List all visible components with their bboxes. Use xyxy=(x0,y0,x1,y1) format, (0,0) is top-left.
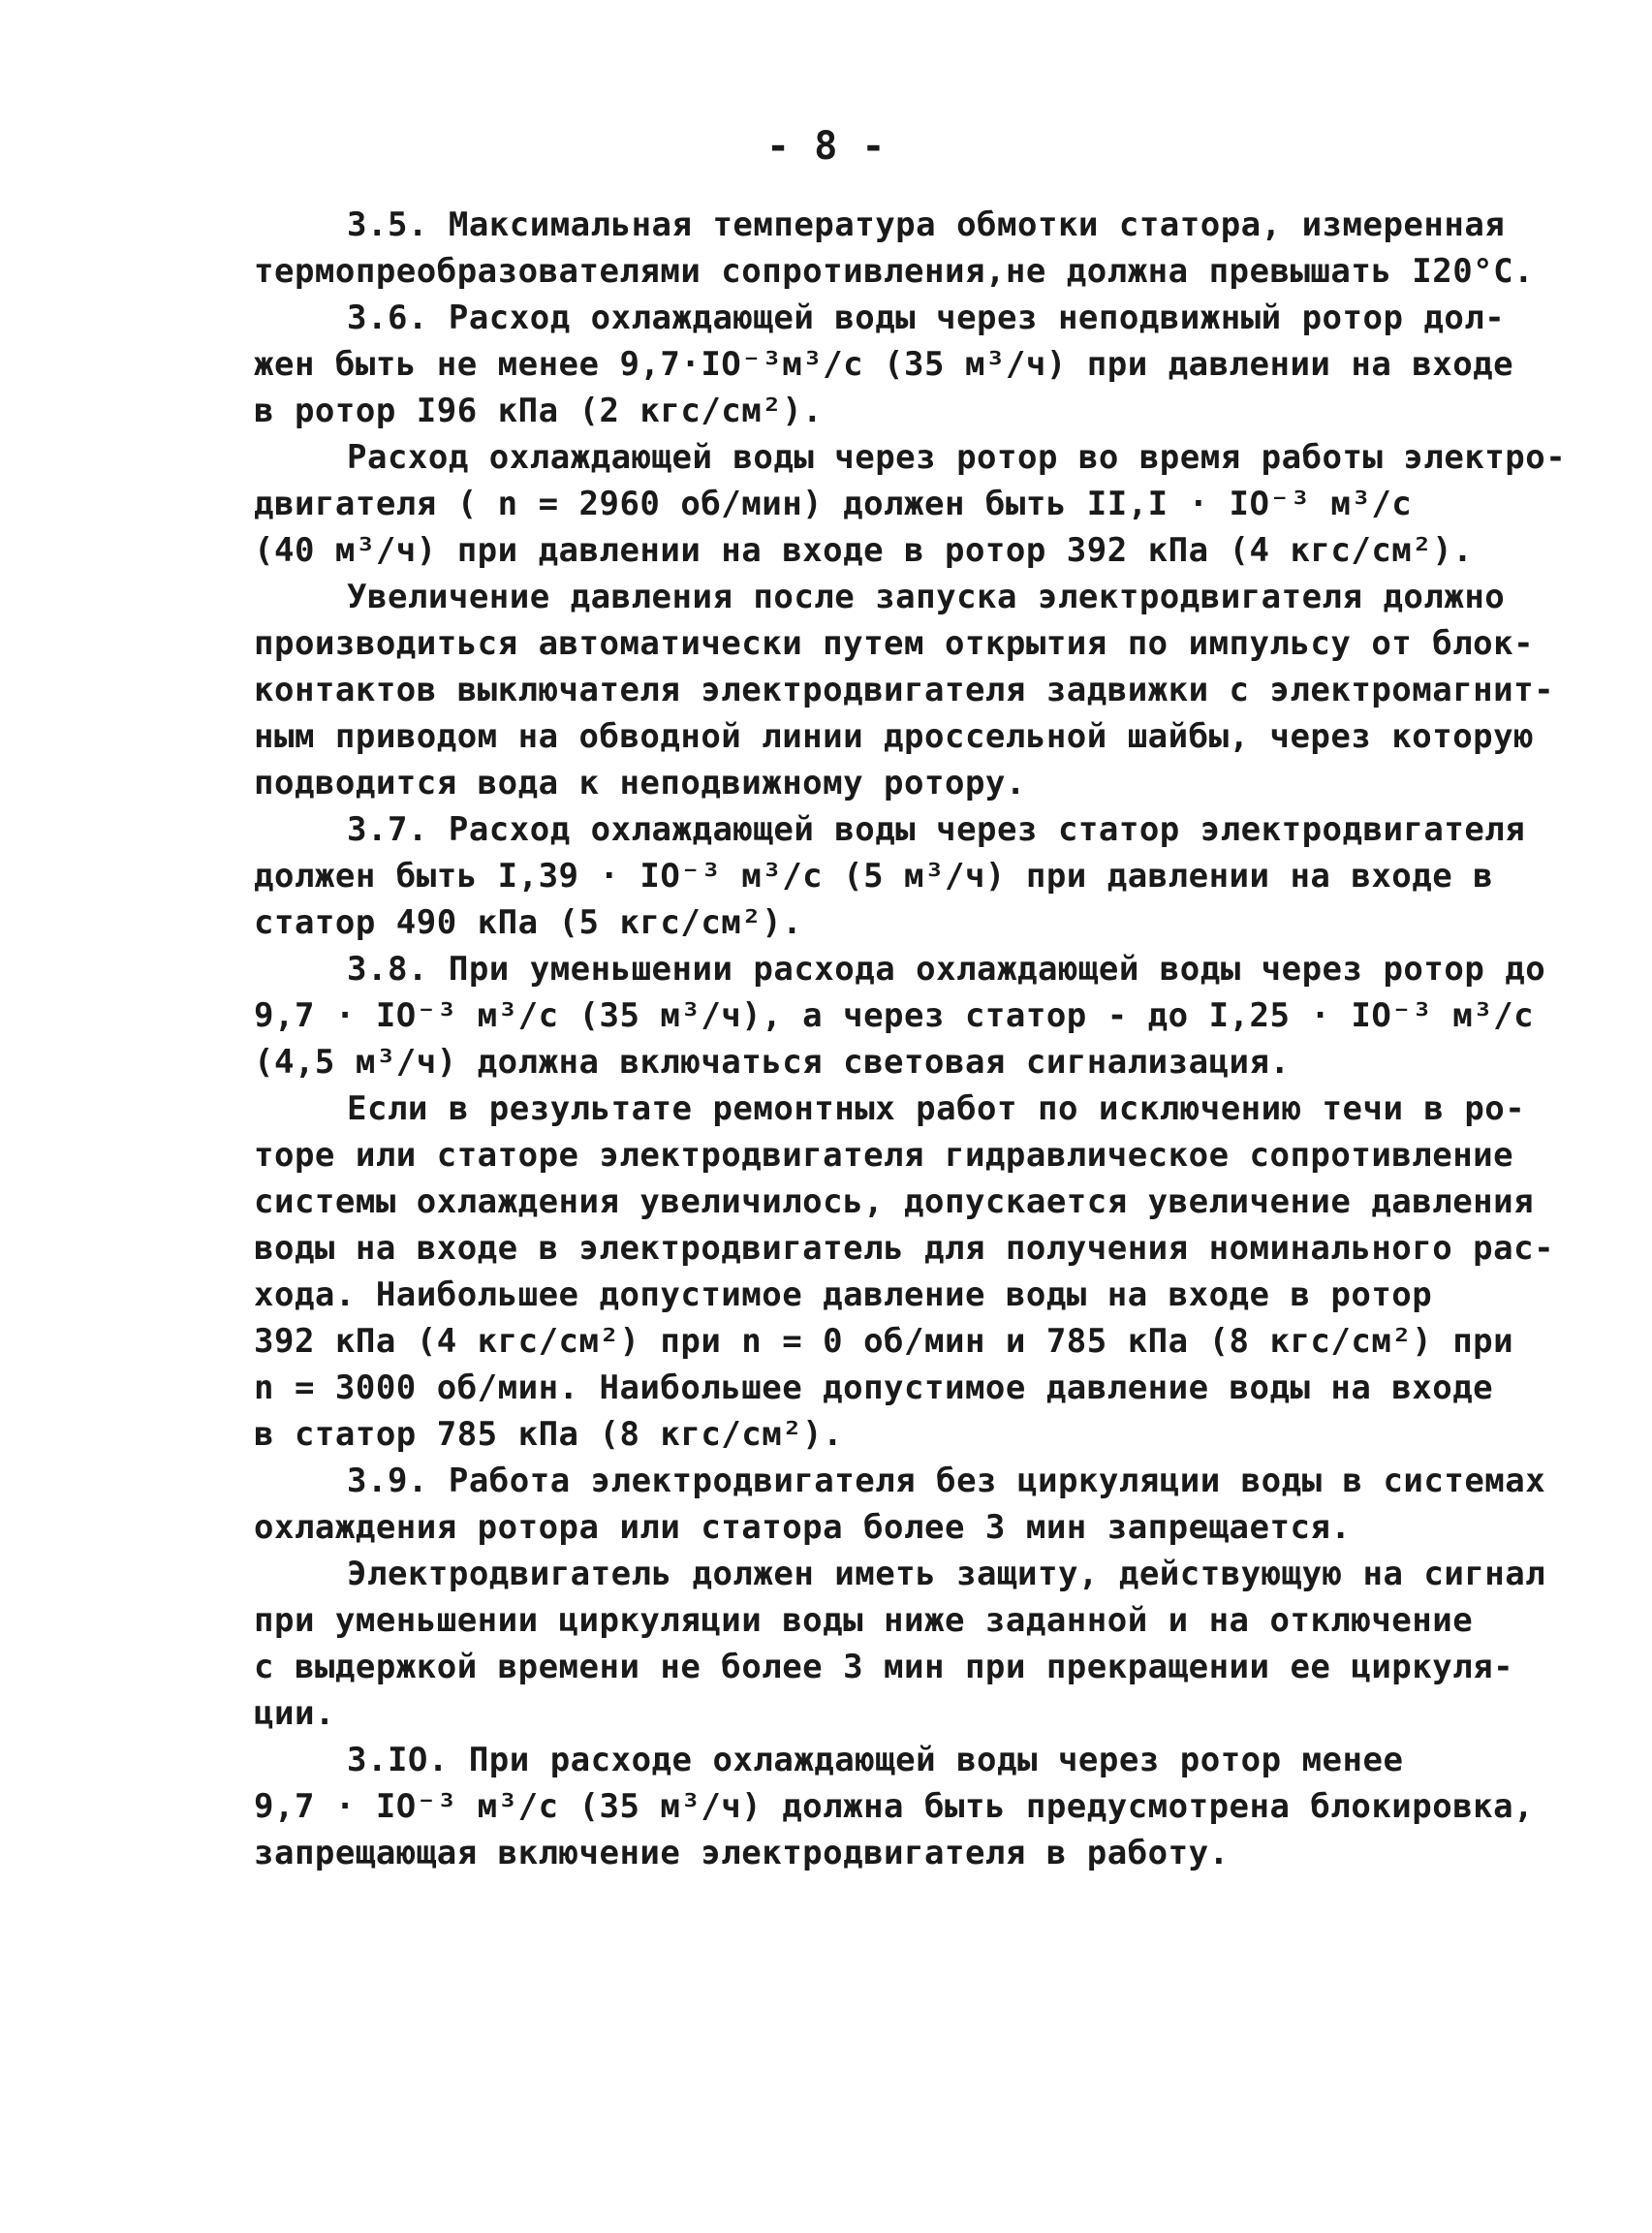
text-line: контактов выключателя электродвигателя задвижки с электромагнит- xyxy=(254,671,1555,709)
text-line: двигателя ( n = 2960 об/мин) должен быть II,I · IO⁻³ м³/с xyxy=(254,485,1413,523)
text-line: системы охлаждения увеличилось, допускается увеличение давления xyxy=(254,1182,1535,1221)
text-line: хода. Наибольшее допустимое давление воды на входе в ротор xyxy=(254,1275,1433,1314)
text-line: 3.5. Максимальная температура обмотки статора, измеренная xyxy=(347,205,1506,244)
text-line: в ротор I96 кПа (2 кгс/см²). xyxy=(254,392,824,430)
text-line: Расход охлаждающей воды через ротор во время работы электро- xyxy=(347,438,1567,477)
text-line: (40 м³/ч) при давлении на входе в ротор 392 кПа (4 кгс/см²). xyxy=(254,531,1474,570)
text-line: статор 490 кПа (5 кгс/см²). xyxy=(254,903,803,942)
text-line: 3.7. Расход охлаждающей воды через статор электродвигателя xyxy=(347,810,1526,849)
text-line: 9,7 · IO⁻³ м³/с (35 м³/ч), а через статор - до I,25 · IO⁻³ м³/с xyxy=(254,996,1535,1035)
text-line: торе или статоре электродвигателя гидравлическое сопротивление xyxy=(254,1136,1514,1175)
text-line: (4,5 м³/ч) должна включаться световая сигнализация. xyxy=(254,1043,1291,1082)
text-line: 392 кПа (4 кгс/см²) при n = 0 об/мин и 785 кПа (8 кгс/см²) при xyxy=(254,1322,1514,1361)
page-number: - 8 - xyxy=(766,124,886,169)
text-line: 3.6. Расход охлаждающей воды через неподвижный ротор дол- xyxy=(347,299,1506,337)
text-line: 9,7 · IO⁻³ м³/с (35 м³/ч) должна быть предусмотрена блокировка, xyxy=(254,1787,1535,1826)
text-line: Электродвигатель должен иметь защиту, действующую на сигнал xyxy=(347,1555,1546,1593)
text-line: 3.9. Работа электродвигателя без циркуляции воды в системах xyxy=(347,1462,1546,1500)
text-line: n = 3000 об/мин. Наибольшее допустимое давление воды на входе xyxy=(254,1368,1494,1407)
text-line: при уменьшении циркуляции воды ниже заданной и на отключение xyxy=(254,1601,1474,1640)
text-line: с выдержкой времени не более 3 мин при прекращении ее циркуля- xyxy=(254,1648,1514,1686)
text-line: в статор 785 кПа (8 кгс/см²). xyxy=(254,1415,844,1454)
text-line: 3.8. При уменьшении расхода охлаждающей воды через ротор до xyxy=(347,950,1546,989)
text-line: производиться автоматически путем открытия по импульсу от блок- xyxy=(254,624,1535,663)
text-line: должен быть I,39 · IO⁻³ м³/с (5 м³/ч) при давлении на входе в xyxy=(254,857,1494,896)
text-line: ным приводом на обводной линии дроссельной шайбы, через которую xyxy=(254,717,1535,756)
text-line: 3.IO. При расходе охлаждающей воды через ротор менее xyxy=(347,1741,1404,1779)
text-line: ции. xyxy=(254,1694,335,1733)
text-line: охлаждения ротора или статора более 3 мин запрещается. xyxy=(254,1508,1352,1547)
text-line: подводится вода к неподвижному ротору. xyxy=(254,764,1026,802)
text-line: запрещающая включение электродвигателя в работу. xyxy=(254,1834,1230,1872)
text-line: Увеличение давления после запуска электродвигателя должно xyxy=(347,578,1506,616)
text-line: термопреобразователями сопротивления,не должна превышать I20°С. xyxy=(254,252,1535,291)
text-line: жен быть не менее 9,7·IO⁻³м³/с (35 м³/ч) при давлении на входе xyxy=(254,345,1514,384)
text-line: воды на входе в электродвигатель для получения номинального рас- xyxy=(254,1229,1555,1268)
text-line: Если в результате ремонтных работ по исключению течи в ро- xyxy=(347,1089,1526,1128)
